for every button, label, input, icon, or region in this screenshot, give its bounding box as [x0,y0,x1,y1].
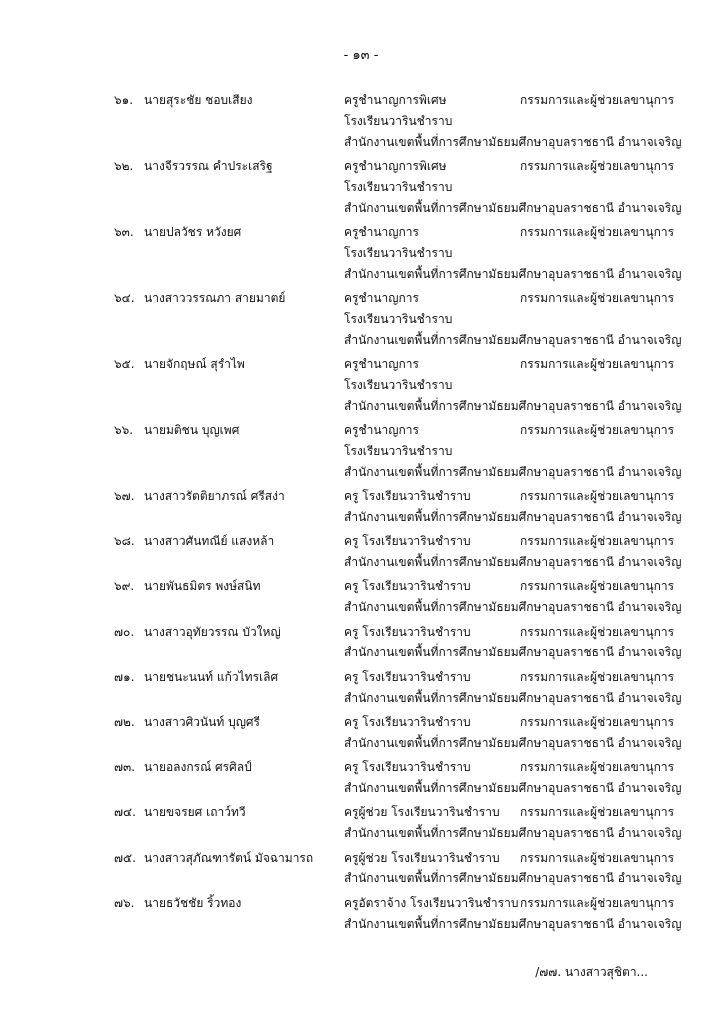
entry-continuation-line [0,243,722,263]
entry-continuation-line [0,264,722,284]
member-name: นางสาวอุทัยวรรณ บัวใหญ่ [144,624,281,639]
member-position: ครูผู้ช่วย โรงเรียนวารินชำราบ [344,850,500,865]
member-position: ครูอัตราจ้าง โรงเรียนวารินชำราบ [344,895,519,910]
member-role: กรรมการและผู้ช่วยเลขานุการ [520,291,675,305]
member-role: กรรมการและผู้ช่วยเลขานุการ [520,357,675,371]
member-role: กรรมการและผู้ช่วยเลขานุการ [520,534,675,549]
entry-main-line [0,156,722,176]
entry-continuation-line [0,868,722,888]
entry-number: ๗๐. [114,624,135,639]
member-role: กรรมการและผู้ช่วยเลขานุการ [520,895,675,910]
entry-number: ๗๓. [114,760,136,775]
entry-number: ๗๒. [114,715,135,729]
entry-continuation-line [0,597,722,617]
member-position: ครู โรงเรียนวารินชำราบ [344,760,471,775]
entry-continuation-line [0,132,722,152]
entry-continuation-line [0,111,722,131]
entry-number: ๖๕. [114,357,135,371]
member-position: ครูชำนาญการ [344,291,419,305]
entry-continuation-line [0,330,722,350]
entry-continuation-line [0,309,722,329]
member-name: นางจีรวรรณ คำประเสริฐ [144,159,273,173]
member-position: ครู โรงเรียนวารินชำราบ [344,669,471,684]
member-role: กรรมการและผู้ช่วยเลขานุการ [520,423,675,437]
member-affiliation: สำนักงานเขตพื้นที่การศึกษามัธยมศึกษาอุบลราชธานี อำนาจเจริญ [344,509,682,524]
entry-main-line [0,757,722,777]
member-name: นายจักฤษณ์ สุรำไพ [144,357,245,371]
member-affiliation: สำนักงานเขตพื้นที่การศึกษามัธยมศึกษาอุบลราชธานี อำนาจเจริญ [344,690,682,705]
entry-continuation-line [0,778,722,798]
member-affiliation: สำนักงานเขตพื้นที่การศึกษามัธยมศึกษาอุบลราชธานี อำนาจเจริญ [344,780,682,795]
member-position: ครู โรงเรียนวารินชำราบ [344,534,471,549]
entry-main-line [0,667,722,687]
member-affiliation: สำนักงานเขตพื้นที่การศึกษามัธยมศึกษาอุบลราชธานี อำนาจเจริญ [344,134,682,149]
member-affiliation: สำนักงานเขตพื้นที่การศึกษามัธยมศึกษาอุบลราชธานี อำนาจเจริญ [344,200,682,215]
member-position: ครู โรงเรียนวารินชำราบ [344,715,471,729]
member-role: กรรมการและผู้ช่วยเลขานุการ [520,760,675,775]
member-name: นางสาวศิวนันท์ บุญศรี [144,715,260,729]
entry-number: ๗๑. [114,669,135,684]
member-affiliation: โรงเรียนวารินชำราบ [344,113,453,128]
member-affiliation: โรงเรียนวารินชำราบ [344,377,453,392]
entry-continuation-line [0,375,722,395]
entry-continuation-line [0,177,722,197]
entry-continuation-line [0,198,722,218]
member-affiliation: โรงเรียนวารินชำราบ [344,179,453,194]
entry-continuation-line [0,462,722,482]
member-role: กรรมการและผู้ช่วยเลขานุการ [520,225,675,239]
member-affiliation: สำนักงานเขตพื้นที่การศึกษามัธยมศึกษาอุบลราชธานี อำนาจเจริญ [344,826,682,841]
member-role: กรรมการและผู้ช่วยเลขานุการ [520,93,675,107]
member-role: กรรมการและผู้ช่วยเลขานุการ [520,579,675,594]
member-affiliation: สำนักงานเขตพื้นที่การศึกษามัธยมศึกษาอุบลราชธานี อำนาจเจริญ [344,871,682,886]
member-name: นางสาวสุภัณฑารัตน์ มัจฉามารถ [144,850,314,865]
entry-continuation-line [0,823,722,843]
entry-number: ๖๒. [114,159,134,173]
entry-number: ๖๔. [114,291,135,305]
member-position: ครูชำนาญการพิเศษ [344,159,447,173]
page-number: - ๑๓ - [343,48,379,63]
entry-number: ๖๓. [114,225,134,239]
member-name: นางสาววรรณภา สายมาตย์ [144,291,286,305]
entry-main-line [0,354,722,374]
entry-number: ๖๑. [114,93,134,107]
entry-main-line [0,893,722,913]
member-affiliation: โรงเรียนวารินชำราบ [344,311,453,326]
member-name: นายอลงกรณ์ ศรศิลป์ [144,760,252,775]
member-role: กรรมการและผู้ช่วยเลขานุการ [520,715,675,729]
entry-number: ๗๖. [114,895,135,910]
member-affiliation: สำนักงานเขตพื้นที่การศึกษามัธยมศึกษาอุบลราชธานี อำนาจเจริญ [344,600,682,615]
member-role: กรรมการและผู้ช่วยเลขานุการ [520,624,675,639]
entry-main-line [0,531,722,551]
member-affiliation: สำนักงานเขตพื้นที่การศึกษามัธยมศึกษาอุบลราชธานี อำนาจเจริญ [344,266,682,281]
entry-main-line [0,802,722,822]
member-affiliation: สำนักงานเขตพื้นที่การศึกษามัธยมศึกษาอุบลราชธานี อำนาจเจริญ [344,332,682,347]
member-name: นายธวัชชัย ริ้วทอง [144,895,242,910]
member-position: ครูผู้ช่วย โรงเรียนวารินชำราบ [344,805,500,820]
member-position: ครูชำนาญการ [344,357,419,371]
member-affiliation: สำนักงานเขตพื้นที่การศึกษามัธยมศึกษาอุบลราชธานี อำนาจเจริญ [344,735,682,750]
member-role: กรรมการและผู้ช่วยเลขานุการ [520,850,675,865]
entry-number: ๗๕. [114,850,136,865]
member-position: ครู โรงเรียนวารินชำราบ [344,579,471,594]
entry-number: ๖๘. [114,534,135,549]
entry-main-line [0,486,722,506]
member-name: นายชนะนนท์ แก้วไทรเลิศ [144,669,279,684]
member-name: นายขจรยศ เถาว์ทวี [144,805,246,820]
entry-continuation-line [0,733,722,753]
entry-number: ๖๙. [114,579,135,594]
member-name: นางสาวศันทณีย์ แสงหล้า [144,534,275,549]
entry-main-line [0,288,722,308]
member-affiliation: สำนักงานเขตพื้นที่การศึกษามัธยมศึกษาอุบลราชธานี อำนาจเจริญ [344,554,682,569]
member-affiliation: โรงเรียนวารินชำราบ [344,443,453,458]
member-role: กรรมการและผู้ช่วยเลขานุการ [520,805,675,820]
member-position: ครูชำนาญการ [344,225,419,239]
member-name: นางสาวรัตติยาภรณ์ ศรีสง่า [144,489,285,503]
entry-number: ๗๔. [114,805,136,820]
entry-main-line [0,90,722,110]
member-position: ครู โรงเรียนวารินชำราบ [344,624,471,639]
member-affiliation: สำนักงานเขตพื้นที่การศึกษามัธยมศึกษาอุบลราชธานี อำนาจเจริญ [344,464,682,479]
member-affiliation: โรงเรียนวารินชำราบ [344,245,453,260]
entry-main-line [0,420,722,440]
entry-continuation-line [0,642,722,662]
entry-number: ๖๗. [114,489,135,503]
member-name: นายปลวัชร หวังยศ [144,225,242,239]
entry-continuation-line [0,914,722,934]
member-role: กรรมการและผู้ช่วยเลขานุการ [520,489,675,503]
member-name: นายมติชน บุญเพศ [144,423,240,437]
member-position: ครูชำนาญการพิเศษ [344,93,447,107]
entry-number: ๖๖. [114,423,134,437]
entry-continuation-line [0,688,722,708]
entry-continuation-line [0,552,722,572]
continuation-note: /๗๗. นางสาวสุชิตา... [535,965,648,979]
member-affiliation: สำนักงานเขตพื้นที่การศึกษามัธยมศึกษาอุบลราชธานี อำนาจเจริญ [344,645,682,660]
member-position: ครูชำนาญการ [344,423,419,437]
entry-main-line [0,576,722,596]
member-role: กรรมการและผู้ช่วยเลขานุการ [520,159,675,173]
member-affiliation: สำนักงานเขตพื้นที่การศึกษามัธยมศึกษาอุบลราชธานี อำนาจเจริญ [344,398,682,413]
entry-main-line [0,712,722,732]
entry-main-line [0,848,722,868]
member-name: นายพันธมิตร พงษ์สนิท [144,579,261,594]
entry-continuation-line [0,441,722,461]
entry-continuation-line [0,396,722,416]
member-name: นายสุระชัย ชอบเสียง [144,93,253,107]
member-affiliation: สำนักงานเขตพื้นที่การศึกษามัธยมศึกษาอุบลราชธานี อำนาจเจริญ [344,916,682,931]
entry-main-line [0,622,722,642]
member-position: ครู โรงเรียนวารินชำราบ [344,489,471,503]
entry-continuation-line [0,507,722,527]
entry-main-line [0,222,722,242]
member-role: กรรมการและผู้ช่วยเลขานุการ [520,669,675,684]
